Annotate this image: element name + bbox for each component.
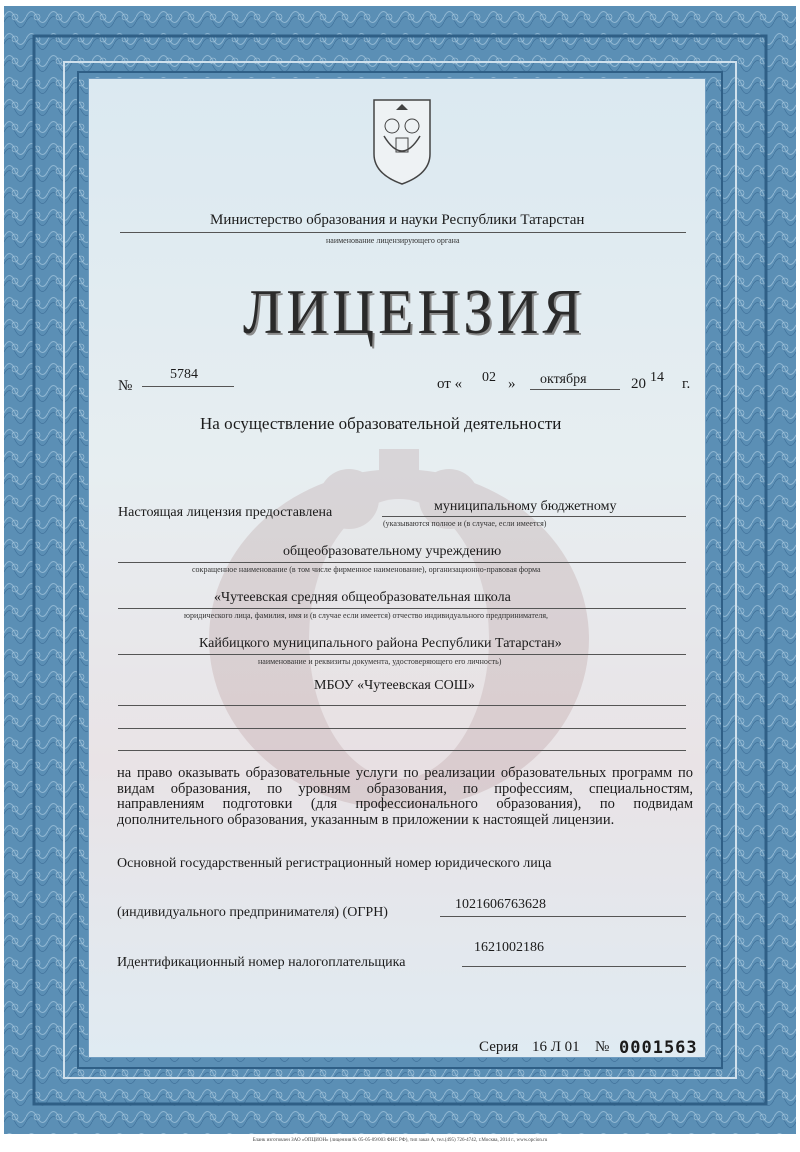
- licensee-line-2: общеобразовательному учреждению: [283, 544, 502, 559]
- ogrn-value: 1021606763628: [455, 897, 546, 912]
- ogrn-label-2: (индивидуального предпринимателя) (ОГРН): [117, 905, 388, 920]
- licensee-short-name: МБОУ «Чутеевская СОШ»: [314, 678, 475, 693]
- year-suffix: 14: [650, 370, 664, 385]
- series-label: Серия: [479, 1039, 519, 1055]
- license-day: 02: [482, 370, 496, 385]
- year-prefix: 20: [631, 376, 646, 392]
- license-purpose: На осуществление образовательной деятельности: [200, 414, 562, 433]
- date-day-close: »: [508, 376, 516, 392]
- year-unit: г.: [682, 376, 691, 392]
- authority-underline: [120, 232, 686, 233]
- series-number-prefix: №: [595, 1039, 610, 1055]
- licensee-intro: Настоящая лицензия предоставлена: [118, 505, 333, 520]
- licensee-underline-5: [118, 705, 686, 706]
- licensee-underline-7: [118, 750, 686, 751]
- license-number-prefix: №: [118, 378, 133, 394]
- inn-value: 1621002186: [474, 940, 544, 955]
- printer-footer: Бланк изготовлен ЗАО «ОПЦИОН» (лицензия № 05-05-09/003 ФНС РФ), тип заказ А, тел.(495) 726-4742, г.Москва, 2014 г., www.opcion.ru: [252, 1138, 548, 1143]
- coat-of-arms-icon: [370, 96, 434, 186]
- licensee-underline-2: [118, 562, 686, 563]
- date-from-label: от «: [437, 376, 463, 392]
- authority-caption: наименование лицензирующего органа: [326, 236, 460, 245]
- issuing-authority: Министерство образования и науки Республики Татарстан: [210, 212, 585, 228]
- licensee-caption-2: сокращенное наименование (в том числе фирменное наименование), организационно-правовая форма: [192, 565, 541, 574]
- inn-underline: [462, 966, 686, 967]
- license-rights-text: на право оказывать образовательные услуги по реализации образовательных программ по видам образования, по уровням образования, по профессиям, специальностям, направлениям подготовки (для профессионального образования), по подвидам дополнительного образования, указанным в приложении к настоящей лицензии.: [117, 765, 693, 828]
- licensee-line-1: муниципальному бюджетному: [434, 499, 617, 514]
- series-value: 16 Л 01: [532, 1039, 580, 1055]
- licensee-underline-4: [118, 654, 686, 655]
- document-title: ЛИЦЕНЗИЯ: [243, 275, 586, 348]
- licensee-line-4: Кайбицкого муниципального района Республики Татарстан»: [199, 636, 562, 651]
- inn-label: Идентификационный номер налогоплательщика: [117, 955, 406, 970]
- license-number: 5784: [170, 367, 198, 382]
- ogrn-underline: [440, 916, 686, 917]
- licensee-underline-1: [382, 516, 686, 517]
- license-month: октября: [540, 372, 587, 387]
- licensee-caption-4: наименование и реквизиты документа, удостоверяющего его личность): [258, 657, 502, 666]
- license-number-underline: [142, 386, 234, 387]
- licensee-underline-3: [118, 608, 686, 609]
- licensee-caption-1: (указываются полное и (в случае, если имеется): [383, 519, 547, 528]
- ogrn-label-1: Основной государственный регистрационный номер юридического лица: [117, 856, 552, 871]
- licensee-underline-6: [118, 728, 686, 729]
- licensee-caption-3: юридического лица, фамилия, имя и (в случае если имеется) отчество индивидуального предпринимателя,: [184, 611, 549, 620]
- licensee-line-3: «Чутеевская средняя общеобразовательная школа: [214, 590, 511, 605]
- month-underline: [530, 389, 620, 390]
- series-number: 0001563: [619, 1038, 698, 1058]
